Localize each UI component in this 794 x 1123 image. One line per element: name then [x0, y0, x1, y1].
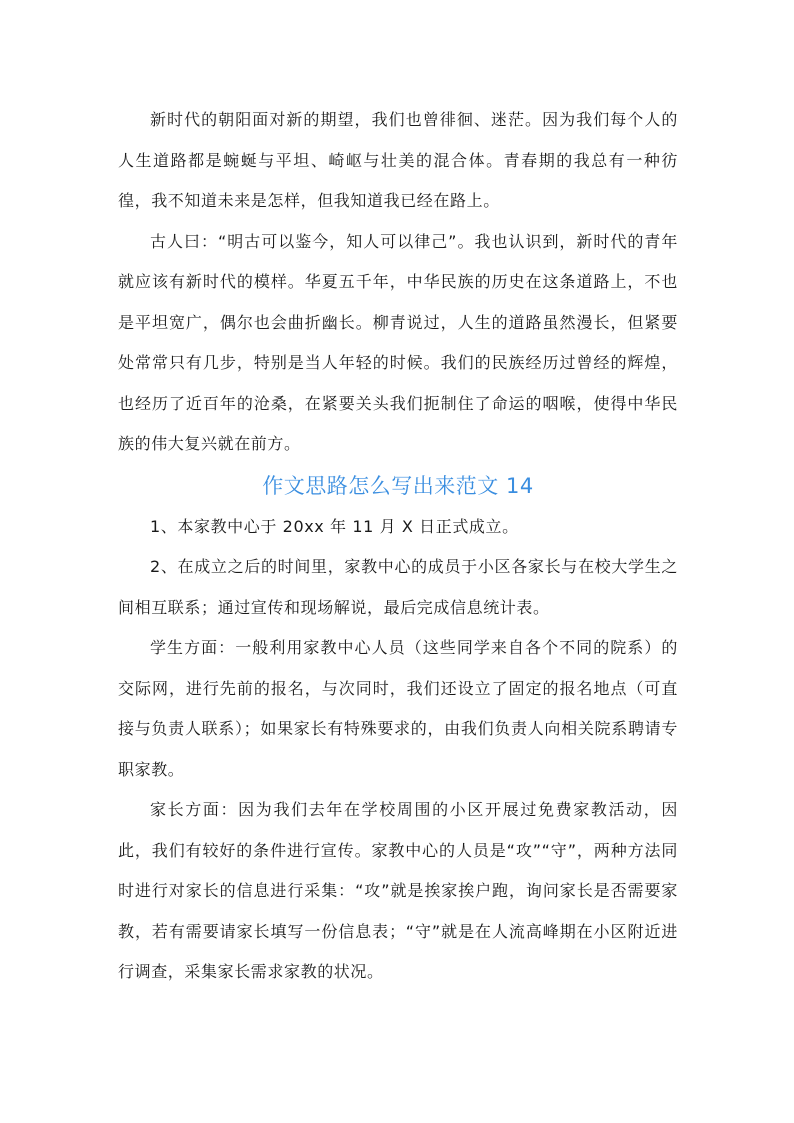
paragraph-5: 学生方面：一般利用家教中心人员（这些同学来自各个不同的院系）的交际网，进行先前的报名，与次同时，我们还设立了固定的报名地点（可直接与负责人联系）；如果家长有特殊要求的，由我们负责人向相关院系聘请专职家教。 — [118, 638, 678, 779]
paragraph-1: 新时代的朝阳面对新的期望，我们也曾徘徊、迷茫。因为我们每个人的人生道路都是蜿蜒与平坦、崎岖与壮美的混合体。青春期的我总有一种彷徨，我不知道未来是怎样，但我知道我已经在路上。 — [118, 110, 678, 210]
document-body — [118, 100, 678, 993]
paragraph-2: 古人曰：“明古可以鉴今，知人可以律己”。我也认识到，新时代的青年就应该有新时代的模样。华夏五千年，中华民族的历史在这条道路上，不也是平坦宽广，偶尔也会曲折幽长。柳青说过，人生的道路虽然漫长，但紧要处常常只有几步，特别是当人年轻的时候。我们的民族经历过曾经的辉煌，也经历了近百年的沧桑，在紧要关头我们扼制住了命运的咽喉，使得中华民族的伟大复兴就在前方。 — [118, 231, 678, 453]
section-heading: 作文思路怎么写出来范文 14 — [262, 473, 534, 498]
paragraph-3: 1、本家教中心于 20xx 年 11 月 X 日正式成立。 — [150, 516, 519, 536]
paragraph-6: 家长方面：因为我们去年在学校周围的小区开展过免费家教活动，因此，我们有较好的条件进行宣传。家教中心的人员是“攻”“守”，两种方法同时进行对家长的信息进行采集：“攻”就是挨家挨户跑，询问家长是否需要家教，若有需要请家长填写一份信息表；“守”就是在人流高峰期在小区附近进行调查，采集家长需求家教的状况。 — [118, 800, 678, 981]
paragraph-4: 2、在成立之后的时间里，家教中心的成员于小区各家长与在校大学生之间相互联系；通过宣传和现场解说，最后完成信息统计表。 — [118, 557, 678, 617]
